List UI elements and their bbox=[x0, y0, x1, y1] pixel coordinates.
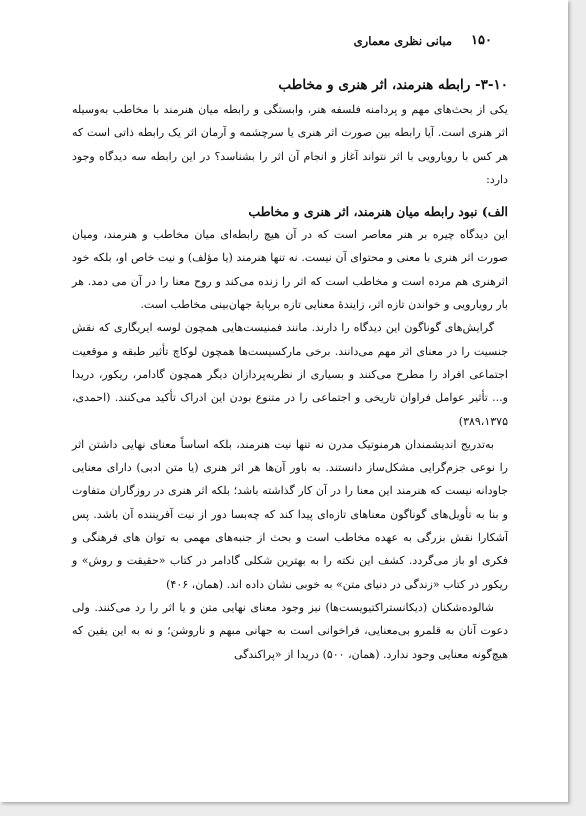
page-number: ۱۵۰ bbox=[471, 33, 492, 48]
page-header bbox=[40, 33, 492, 53]
body-paragraph-3: به‌تدریج اندیشمندان هرمنوتیک مدرن نه تنها نیت هنرمند، بلکه اساساً معنای نهایی داشتن اثر را نوعی جزم‌گرایی مشکل‌ساز دانستند. به باور آن‌ها هر اثر هنری (یا متن ادبی) دارای معنایی جاودانه نیست که هنرمند این معنا را در آن کار گذاشته باشد؛ بلکه اثر هنری در روزگاران متفاوت و بنا به تأویل‌های گوناگون معناهای تازه‌ای پیدا کند که چه‌بسا دور از نیت آفریننده آن باشد. پس آشکارا نقش بزرگی به عهده مخاطب است و بحث از جنبه‌های مهمی به توان های فرهنگی و فکری او باز می‌گردد. کشف این نکته را به بهترین شکلی گادامر در کتاب «حقیقت و روش» و ریکور در کتاب «زندگی در دنیای متن» به خوبی نشان داده اند. (همان، ۴۰۶) bbox=[72, 437, 508, 591]
page-body bbox=[72, 74, 508, 666]
running-title: مبانی نظری معماری bbox=[353, 34, 452, 48]
body-paragraph-4: شالوده‌شکنان (دیکانستراکتیویست‌ها) نیز وجود معنای نهایی متن و یا اثر را رد می‌کنند. ولی دعوت آنان به قلمرو بی‌معنایی، فراخوانی است به جهانی مبهم و ناروشن؛ و نه به این یقین که هیچ‌گونه معنایی وجود ندارد. (همان، ۵۰۰) دریدا از «پراکندگی bbox=[72, 600, 508, 661]
section-intro-paragraph: یکی از بحث‌های مهم و پردامنه فلسفه هنر، وابستگی و رابطه میان هنرمند با مخاطب به‌وسیله اثر هنری است. آیا رابطه بین صورت اثر هنری یا سرچشمه و آرمان اثر یک رابطه ذاتی است که هر کس با رویارویی با اثر نتواند آغاز و انجام آن اثر را بشناسد؟ در این رابطه سه دیدگاه وجود دارد: bbox=[72, 103, 508, 186]
body-paragraph-1: این دیدگاه چیره بر هنر معاصر است که در آن هیچ رابطه‌ای میان مخاطب و هنرمند، ومیان صورت اثر هنری با معنی و محتوای آن نیست. نه تنها هنرمند (یا مؤلف) و نیت خاص او، بلکه خود اثرهنری هم مرده است و مخاطب است که اثر را زنده می‌کند و روح معنا را در آن می دمد. هر بار رویارویی و خواندن تازه اثر، زایندهٔ معنایی تازه برپایهٔ جهان‌بینی مخاطب است. bbox=[72, 228, 509, 312]
body-paragraph-2: گرایش‌های گوناگون این دیدگاه را دارند. مانند فمنیست‌هایی همچون لوسه ایریگاری که نقش جنسیت را در معنای اثر مهم می‌دانند. برخی مارکسیست‌ها همچون لوکاچ تأثیر طبقه و موقعیت اجتماعی افراد را مطرح می‌کنند و بسیاری از نظریه‌پردازان دیگر همچون گادامر، ریکور، دریدا و... تأثیر عوامل فراوان تاریخی و اجتماعی را در متنوع بودن این ادراک تأکید می‌کنند. (احمدی، ۳۸۹،۱۳۷۵) bbox=[72, 321, 508, 428]
subsection-heading: الف) نبود رابطه میان هنرمند، اثر هنری و مخاطب bbox=[248, 204, 508, 220]
section-heading: ۳-۱۰- رابطه هنرمند، اثر هنری و مخاطب bbox=[278, 77, 508, 93]
